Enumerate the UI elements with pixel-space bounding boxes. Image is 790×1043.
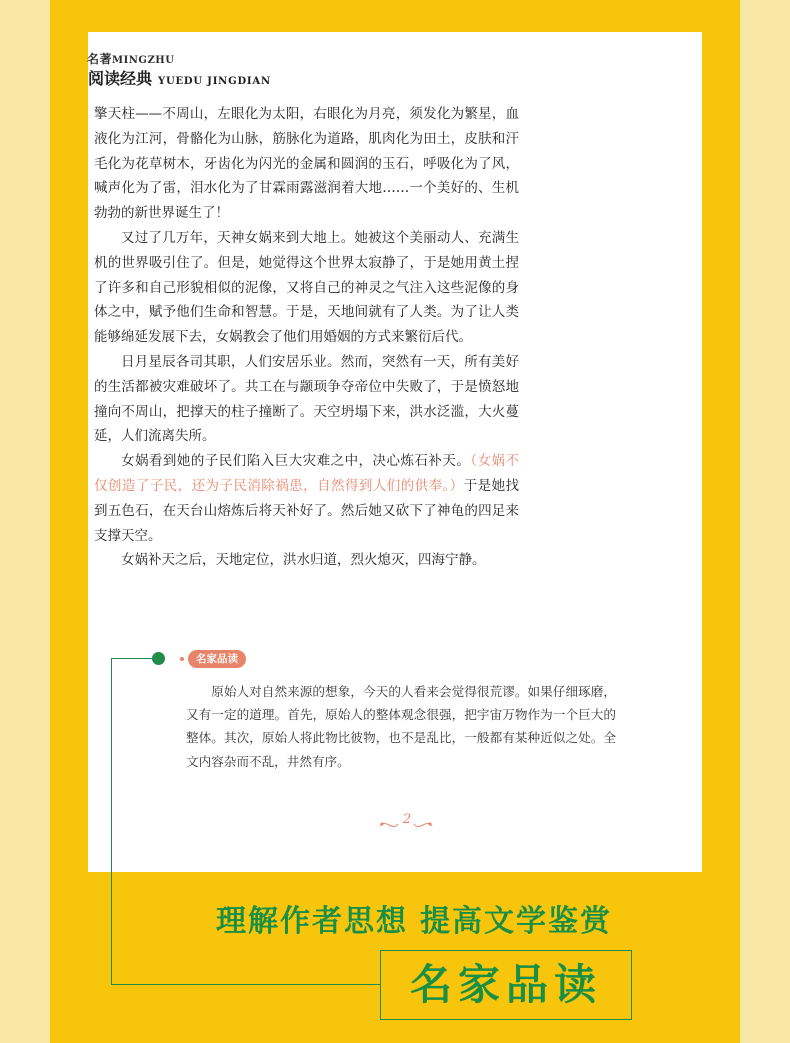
series-title	[88, 66, 271, 89]
series-label	[87, 50, 174, 67]
tag-bullet-icon	[180, 657, 184, 661]
badge-connector-line	[111, 984, 380, 985]
slogan-part-2: 提高文学鉴赏	[420, 904, 612, 939]
series-cn: 名著	[87, 52, 113, 66]
comment-tag-label: 名家品读	[188, 650, 246, 668]
slogan-part-1: 理解作者思想	[216, 904, 408, 939]
paragraph-3: 日月星辰各司其职，人们安居乐业。然而，突然有一天，所有美好的生活都被灾难破坏了。共工在与颛顼争夺帝位中失败了，于是愤怒地撞向不周山，把撑天的柱子撞断了。天空坍塌下来，洪水泛滥，大火蔓延，人们流离失所。	[94, 353, 519, 445]
story-text	[94, 102, 519, 573]
paragraph-4-after: 于是她找到五色石，在天台山熔炼后将天补好了。然后她又砍下了神龟的四足来支撑天空。	[94, 477, 520, 544]
paragraph-1: 擎天柱——不周山，左眼化为太阳，右眼化为月亮，须发化为繁星，血液化为江河，骨骼化为山脉，筋脉化为道路，肌肉化为田土，皮肤和汗毛化为花草树木，牙齿化为闪光的金属和圆润的玉石，呼吸化为了风，喊声化为了雷，泪水化为了甘霖雨露滋润着大地……一个美好的、生机勃勃的新世界诞生了！	[94, 106, 519, 222]
series-latin: MINGZHU	[112, 55, 175, 66]
feature-badge	[380, 950, 632, 1020]
slogan	[216, 896, 612, 940]
title-cn: 阅读经典	[88, 69, 153, 88]
paragraph-2: 又过了几万年，天神女娲来到大地上。她被这个美丽动人、充满生机的世界吸引住了。但是，她觉得这个世界太寂静了，于是她用黄土捏了许多和自己形貌相似的泥像，又将自己的神灵之气注入这些泥像的身体之中，赋予他们生命和智慧。于是，天地间就有了人类。为了让人类能够绵延发展下去，女娲教会了他们用婚姻的方式来繁衍后代。	[94, 229, 519, 346]
connector-line-horizontal	[111, 658, 156, 659]
inline-annotation: （女娲不仅创造了子民，还为子民消除祸患，自然得到人们的供奉。）	[94, 453, 520, 494]
comment-tag	[180, 650, 246, 668]
title-latin: YUEDU JINGDIAN	[158, 76, 271, 87]
paragraph-4-before: 女娲看到她的子民们陷入巨大灾难之中，决心炼石补天。	[121, 453, 471, 470]
paragraph-5: 女娲补天之后，天地定位，洪水归道，烈火熄灭，四海宁静。	[121, 552, 486, 569]
comment-text	[186, 680, 616, 773]
paragraph-4	[94, 449, 519, 548]
page-number-ornament	[378, 812, 434, 834]
connector-dot	[152, 652, 165, 665]
connector-line-vertical	[111, 658, 112, 984]
page-number: 2	[402, 812, 412, 827]
badge-label: 名家品读	[409, 960, 602, 1009]
comment-paragraph: 原始人对自然来源的想象，今天的人看来会觉得很荒谬。如果仔细琢磨，又有一定的道理。首先，原始人的整体观念很强，把宇宙万物作为一个巨大的整体。其次，原始人将此物比彼物，也不是乱比，一般都有某种近似之处。全文内容杂而不乱，井然有序。	[186, 684, 616, 769]
title-accent-bar	[78, 68, 83, 85]
